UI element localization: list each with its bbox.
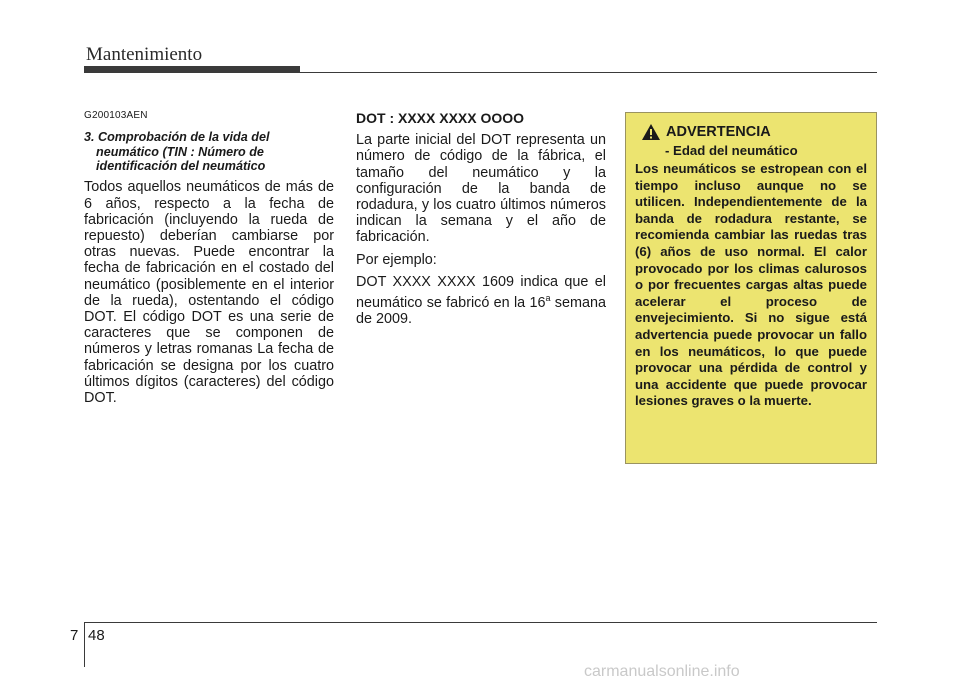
warning-body: Los neumáticos se estropean con el tiempo incluso aunque no se utilicen. Independientemente de la banda de rodadura restante, se recomienda cambiar las ruedas tras (6) años de uso normal. El calor provocado por los climas calurosos o por frecuentes cargas altas puede acelerar el proceso de envejecimiento. Si no sigue está advertencia puede provocar un fallo en los neumáticos, lo que puede provocar una pérdida de control y una accidente que puede provocar lesiones graves o la muerte. — [635, 161, 867, 409]
page-header-title: Mantenimiento — [86, 44, 203, 65]
section-body: Todos aquellos neumáticos de más de 6 años, respecto a la fecha de fabricación (incluyendo la rueda de repuesto) deberían cambiarse por otras nuevas. Puede encontrar la fecha de fabricación en el costado del neumático (posiblemente en el interior de la rueda), ostentando el código DOT. El código DOT es una serie de caracteres que se componen de números y letras romanas La fecha de fabricación se designa por los cuatro últimos dígitos (caracteres) del código DOT. — [84, 179, 334, 407]
watermark-text: carmanualsonline.info — [584, 663, 740, 680]
section-heading: 3. Comprobación de la vida del neumático (TIN : Número de identificación del neumático — [84, 130, 270, 174]
warning-box — [625, 112, 877, 464]
section-code: G200103AEN — [84, 110, 148, 121]
ordinal-superscript: a — [545, 293, 551, 304]
header-rule — [300, 72, 877, 73]
dot-paragraph: La parte inicial del DOT representa un número de código de la fábrica, el tamaño del neumático y la configuración de la banda de rodadura, y los cuatro últimos números indican la semana y el año de fabricación. — [356, 132, 606, 246]
example-label: Por ejemplo: — [356, 251, 437, 268]
header-bar — [84, 66, 300, 73]
warning-triangle-icon — [641, 123, 661, 141]
left-column — [84, 108, 334, 406]
page-number: 48 — [88, 627, 105, 644]
middle-column — [356, 110, 606, 333]
footer-rule — [84, 622, 877, 623]
warning-subtitle: - Edad del neumático — [665, 143, 798, 158]
example-paragraph — [356, 274, 606, 327]
warning-header — [641, 123, 867, 141]
footer-divider — [84, 622, 85, 667]
example-text-end: semana de 2009. — [356, 294, 606, 328]
example-text: DOT XXXX XXXX 1609 indica que el neumático se fabricó en la 16 — [356, 273, 606, 311]
warning-title: ADVERTENCIA — [666, 124, 771, 140]
chapter-number: 7 — [70, 627, 79, 644]
dot-title: DOT : XXXX XXXX OOOO — [356, 110, 525, 126]
